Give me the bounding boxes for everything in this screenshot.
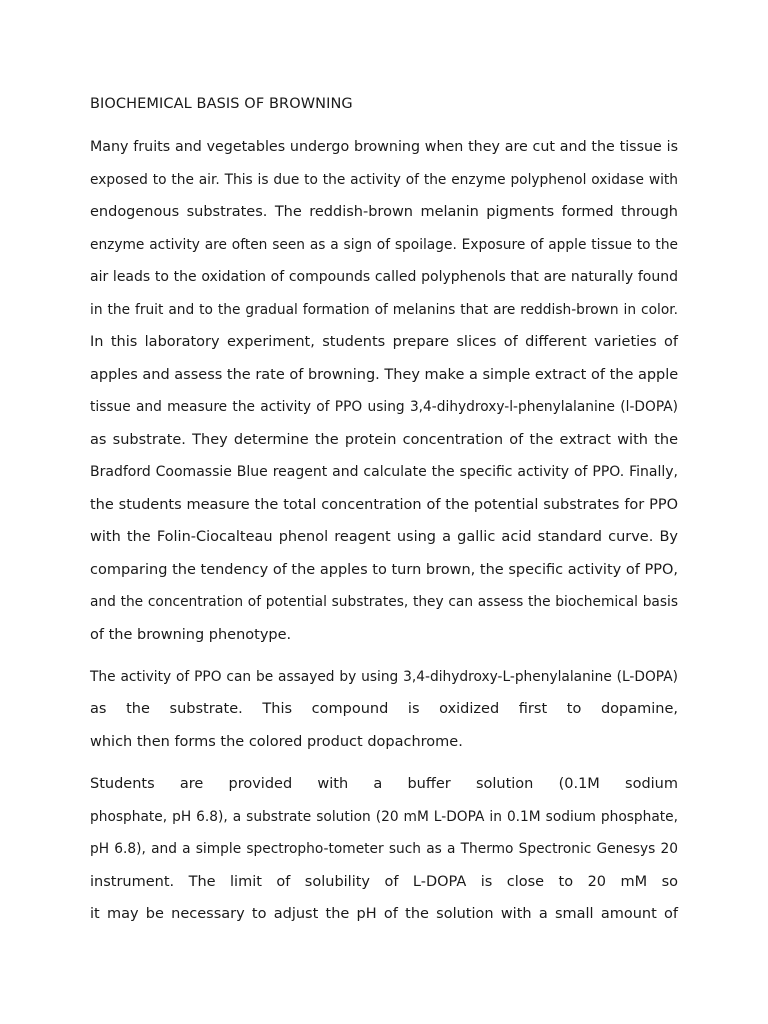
paragraph-1-line-6: in the fruit and to the gradual formation of melanins that are reddish-brown in color. [90,302,678,318]
paragraph-2-line-1: The activity of PPO can be assayed by using 3,4-dihydroxy-L-phenylalanine (L-DOPA) [90,669,678,685]
paragraph-1-line-8: apples and assess the rate of browning. They make a simple extract of the apple [90,367,679,383]
paragraph-1-line-4: enzyme activity are often seen as a sign of spoilage. Exposure of apple tissue to the [90,237,678,253]
paragraph-2-line-3: which then forms the colored product dopachrome. [90,734,463,750]
paragraph-1-line-12: the students measure the total concentration of the potential substrates for PPO [90,497,678,513]
document-page [90,0,678,1024]
paragraph-1-line-9: tissue and measure the activity of PPO using 3,4-dihydroxy-l-phenylalanine (l-DOPA) [90,399,678,415]
paragraph-1-line-3: endogenous substrates. The reddish-brown melanin pigments formed through [90,204,678,220]
paragraph-3-line-1: Students are provided with a buffer solution (0.1M sodium [90,776,678,792]
paragraph-3-line-2: phosphate, pH 6.8), a substrate solution (20 mM L-DOPA in 0.1M sodium phosphate, [90,809,678,825]
paragraph-3-line-5: it may be necessary to adjust the pH of the solution with a small amount of [90,906,678,922]
paragraph-1-line-5: air leads to the oxidation of compounds called polyphenols that are naturally found [90,269,678,285]
paragraph-1-line-10: as substrate. They determine the protein concentration of the extract with the [90,432,678,448]
paragraph-1-line-13: with the Folin-Ciocalteau phenol reagent using a gallic acid standard curve. By [90,529,678,545]
paragraph-1-line-14: comparing the tendency of the apples to turn brown, the specific activity of PPO, [90,562,678,578]
paragraph-2-line-2: as the substrate. This compound is oxidized first to dopamine, [90,701,678,717]
paragraph-3-line-3: pH 6.8), and a simple spectropho-tometer such as a Thermo Spectronic Genesys 20 [90,841,678,857]
paragraph-3-line-4: instrument. The limit of solubility of L-DOPA is close to 20 mM so [90,874,678,890]
paragraph-1-line-2: exposed to the air. This is due to the activity of the enzyme polyphenol oxidase with [90,172,678,188]
paragraph-1-line-16: of the browning phenotype. [90,627,292,643]
document-title: BIOCHEMICAL BASIS OF BROWNING [90,96,353,112]
paragraph-1-line-11: Bradford Coomassie Blue reagent and calculate the specific activity of PPO. Finally, [90,464,678,480]
paragraph-1-line-1: Many fruits and vegetables undergo browning when they are cut and the tissue is [90,139,678,155]
paragraph-1-line-7: In this laboratory experiment, students prepare slices of different varieties of [90,334,678,350]
paragraph-1-line-15: and the concentration of potential substrates, they can assess the biochemical basis [90,594,678,610]
